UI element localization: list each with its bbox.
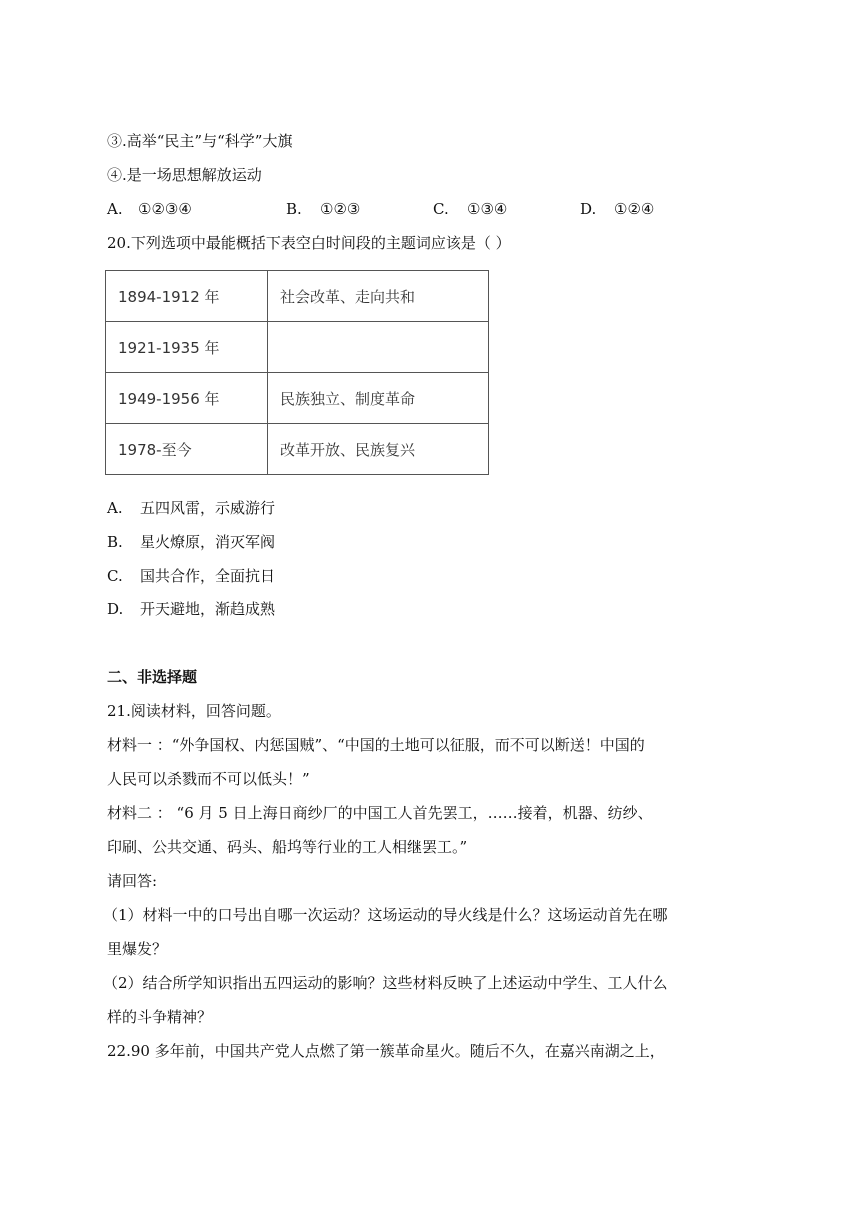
section-title: 二、非选择题 (107, 668, 198, 686)
q19-item-4: ④.是一场思想解放运动 (107, 166, 262, 184)
q19-item-3: ③.高举“民主”与“科学”大旗 (107, 132, 293, 150)
table-row (106, 424, 489, 475)
q20-option-b-text: 星火燎原，消灭军阀 (140, 533, 276, 551)
theme-cell-blank (268, 322, 489, 373)
q21-prompt: 请回答: (107, 872, 158, 890)
q22-line: 22.90 多年前，中国共产党人点燃了第一簇革命星火。随后不久，在嘉兴南湖之上， (107, 1042, 665, 1060)
q19-option-c-text: ①③④ (467, 200, 508, 218)
period-cell: 1949-1956 年 (106, 373, 268, 424)
q19-option-d-text: ①②④ (614, 200, 655, 218)
period-cell: 1894-1912 年 (106, 271, 268, 322)
q19-option-b-text: ①②③ (320, 200, 361, 218)
q19-option-b-letter: B. (286, 200, 302, 218)
q19-option-d-letter: D. (580, 200, 597, 218)
q20-option-a-text: 五四风雷，示威游行 (140, 499, 276, 517)
table-row (106, 373, 489, 424)
q21-sub1-line: 里爆发？ (107, 940, 168, 958)
theme-cell: 社会改革、走向共和 (268, 271, 489, 322)
q20-option-a-letter: A. (107, 499, 123, 517)
period-cell: 1921-1935 年 (106, 322, 268, 373)
q21-sub1-line: （1）材料一中的口号出自哪一次运动？这场运动的导火线是什么？这场运动首先在哪 (103, 906, 668, 924)
q19-option-a-letter: A. (107, 200, 123, 218)
q20-question: 20.下列选项中最能概括下表空白时间段的主题词应该是（ ） (107, 234, 511, 252)
q20-option-b-letter: B. (107, 533, 123, 551)
q20-option-d-letter: D. (107, 600, 124, 618)
q21-material1-line: 人民可以杀戮而不可以低头！” (107, 770, 310, 788)
theme-cell: 改革开放、民族复兴 (268, 424, 489, 475)
q21-material2-line: 材料二 ： “6 月 5 日上海日商纱厂的中国工人首先罢工，……接着，机器、纺纱、 (107, 804, 653, 822)
q21-intro: 21.阅读材料，回答问题。 (107, 702, 281, 720)
q21-sub2-line: 样的斗争精神？ (107, 1008, 213, 1026)
q20-option-c-text: 国共合作，全面抗日 (140, 567, 276, 585)
period-cell: 1978-至今 (106, 424, 268, 475)
q20-option-d-text: 开天避地，渐趋成熟 (140, 600, 276, 618)
q19-option-a-text: ①②③④ (138, 200, 192, 218)
table-row (106, 271, 489, 322)
q21-material1-line: 材料一 ：“外争国权、内惩国贼”、“中国的土地可以征服，而不可以断送！中国的 (107, 736, 645, 754)
q20-option-c-letter: C. (107, 567, 123, 585)
q19-option-c-letter: C. (433, 200, 449, 218)
history-period-table (105, 270, 489, 475)
q21-material2-line: 印刷、公共交通、码头、船坞等行业的工人相继罢工。” (107, 838, 468, 856)
q21-sub2-line: （2）结合所学知识指出五四运动的影响？这些材料反映了上述运动中学生、工人什么 (103, 974, 668, 992)
table-row (106, 322, 489, 373)
theme-cell: 民族独立、制度革命 (268, 373, 489, 424)
